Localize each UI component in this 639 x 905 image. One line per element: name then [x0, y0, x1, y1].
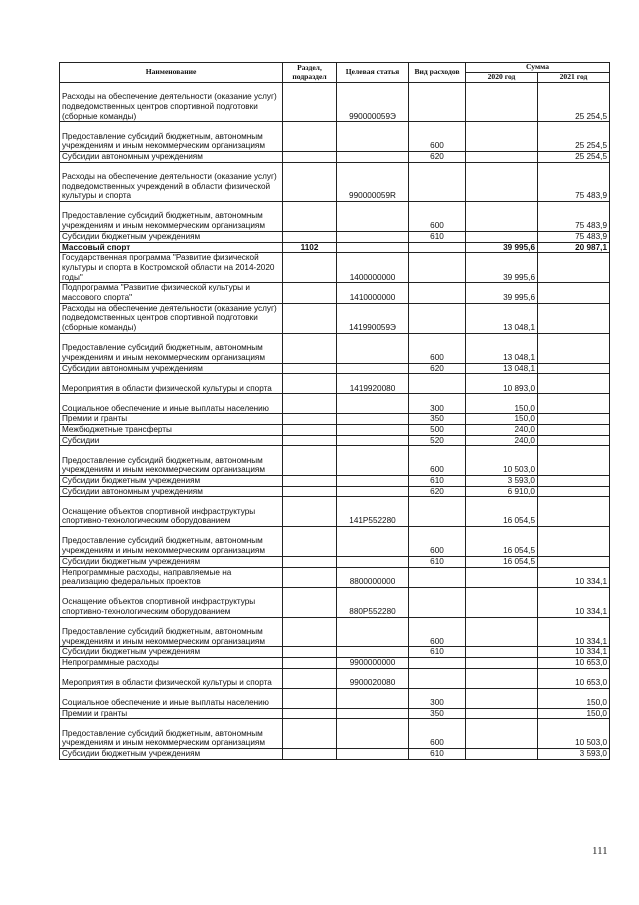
row-name: Социальное обеспечение и иные выплаты населению	[60, 688, 283, 708]
row-amount-2021: 20 987,1	[538, 242, 610, 253]
row-name: Предоставление субсидий бюджетным, автономным учреждениям и иным некоммерческим организациям	[60, 202, 283, 232]
row-kind: 610	[409, 749, 466, 760]
row-section	[283, 374, 337, 394]
row-amount-2021: 150,0	[538, 708, 610, 719]
row-amount-2020	[466, 83, 538, 122]
table-row	[60, 446, 610, 476]
row-kind	[409, 668, 466, 688]
row-section	[283, 303, 337, 333]
row-kind: 600	[409, 527, 466, 557]
table-row	[60, 303, 610, 333]
row-amount-2020	[466, 668, 538, 688]
row-amount-2020: 39 995,6	[466, 242, 538, 253]
table-row	[60, 363, 610, 374]
row-kind: 610	[409, 476, 466, 487]
row-section	[283, 162, 337, 201]
row-amount-2020	[466, 587, 538, 617]
table-row	[60, 749, 610, 760]
row-name: Предоставление субсидий бюджетным, автономным учреждениям и иным некоммерческим организациям	[60, 122, 283, 152]
row-amount-2021: 10 334,1	[538, 617, 610, 647]
budget-table	[59, 62, 610, 760]
row-amount-2021	[538, 363, 610, 374]
row-kind: 600	[409, 122, 466, 152]
row-amount-2020: 16 054,5	[466, 527, 538, 557]
row-amount-2020: 6 910,0	[466, 486, 538, 497]
header-year-2021: 2021 год	[538, 73, 610, 83]
row-amount-2020	[466, 719, 538, 749]
row-name: Мероприятия в области физической культуры и спорта	[60, 374, 283, 394]
row-amount-2020: 240,0	[466, 424, 538, 435]
row-name: Мероприятия в области физической культуры и спорта	[60, 668, 283, 688]
row-name: Субсидии автономным учреждениям	[60, 363, 283, 374]
row-section	[283, 688, 337, 708]
row-amount-2020: 150,0	[466, 414, 538, 425]
row-amount-2020: 13 048,1	[466, 333, 538, 363]
row-amount-2021	[538, 414, 610, 425]
row-amount-2020: 16 054,5	[466, 497, 538, 527]
row-target: 880P552280	[337, 587, 409, 617]
row-name: Премии и гранты	[60, 414, 283, 425]
row-amount-2020: 240,0	[466, 435, 538, 446]
row-section	[283, 122, 337, 152]
row-target	[337, 486, 409, 497]
row-amount-2021	[538, 424, 610, 435]
row-target	[337, 749, 409, 760]
row-amount-2020: 39 995,6	[466, 253, 538, 283]
row-kind: 620	[409, 363, 466, 374]
row-name: Государственная программа "Развитие физической культуры и спорта в Костромской области на 2014-2020 годы"	[60, 253, 283, 283]
row-amount-2020	[466, 152, 538, 163]
row-kind: 600	[409, 719, 466, 749]
row-amount-2021: 10 334,1	[538, 587, 610, 617]
row-target: 990000059R	[337, 162, 409, 201]
row-amount-2021: 10 334,1	[538, 647, 610, 658]
row-kind	[409, 303, 466, 333]
row-target: 1410000000	[337, 283, 409, 303]
row-target	[337, 333, 409, 363]
row-kind: 620	[409, 486, 466, 497]
row-amount-2021: 25 254,5	[538, 83, 610, 122]
row-kind: 500	[409, 424, 466, 435]
row-name: Субсидии бюджетным учреждениям	[60, 647, 283, 658]
table-row	[60, 333, 610, 363]
row-amount-2021	[538, 333, 610, 363]
budget-table-sheet	[59, 62, 610, 760]
table-row	[60, 283, 610, 303]
budget-table-body	[60, 83, 610, 760]
row-kind: 620	[409, 152, 466, 163]
row-section	[283, 414, 337, 425]
row-amount-2021	[538, 556, 610, 567]
row-amount-2020: 10 503,0	[466, 446, 538, 476]
row-amount-2020	[466, 688, 538, 708]
row-target	[337, 152, 409, 163]
row-amount-2021: 75 483,9	[538, 162, 610, 201]
table-row	[60, 374, 610, 394]
row-section	[283, 424, 337, 435]
row-section	[283, 617, 337, 647]
row-amount-2021: 10 653,0	[538, 668, 610, 688]
table-row	[60, 242, 610, 253]
row-name: Субсидии бюджетным учреждениям	[60, 231, 283, 242]
row-kind: 600	[409, 202, 466, 232]
row-name: Субсидии автономным учреждениям	[60, 152, 283, 163]
row-kind	[409, 83, 466, 122]
row-section	[283, 749, 337, 760]
header-year-2020: 2020 год	[466, 73, 538, 83]
table-row	[60, 567, 610, 587]
row-amount-2020: 16 054,5	[466, 556, 538, 567]
header-target: Целевая статья	[337, 63, 409, 83]
row-name: Премии и гранты	[60, 708, 283, 719]
row-section	[283, 567, 337, 587]
table-row	[60, 435, 610, 446]
table-row	[60, 476, 610, 487]
row-kind: 350	[409, 708, 466, 719]
row-kind: 600	[409, 446, 466, 476]
row-kind	[409, 497, 466, 527]
table-row	[60, 83, 610, 122]
row-kind: 350	[409, 414, 466, 425]
row-amount-2021: 3 593,0	[538, 749, 610, 760]
row-kind	[409, 283, 466, 303]
row-amount-2020	[466, 658, 538, 669]
row-section	[283, 333, 337, 363]
row-section	[283, 283, 337, 303]
row-target: 1419920080	[337, 374, 409, 394]
row-amount-2021	[538, 303, 610, 333]
row-kind	[409, 658, 466, 669]
row-section	[283, 486, 337, 497]
row-name: Предоставление субсидий бюджетным, автономным учреждениям и иным некоммерческим организациям	[60, 617, 283, 647]
row-section	[283, 231, 337, 242]
row-target	[337, 556, 409, 567]
row-kind: 610	[409, 556, 466, 567]
row-target	[337, 414, 409, 425]
row-section: 1102	[283, 242, 337, 253]
row-target	[337, 231, 409, 242]
row-amount-2021	[538, 486, 610, 497]
table-row	[60, 527, 610, 557]
row-amount-2020	[466, 647, 538, 658]
row-name: Предоставление субсидий бюджетным, автономным учреждениям и иным некоммерческим организациям	[60, 333, 283, 363]
table-row	[60, 152, 610, 163]
row-amount-2020	[466, 617, 538, 647]
row-amount-2021: 25 254,5	[538, 152, 610, 163]
row-kind: 600	[409, 333, 466, 363]
row-amount-2020: 13 048,1	[466, 303, 538, 333]
row-name: Массовый спорт	[60, 242, 283, 253]
table-row	[60, 668, 610, 688]
table-row	[60, 688, 610, 708]
row-target	[337, 446, 409, 476]
row-target	[337, 647, 409, 658]
row-amount-2020: 3 593,0	[466, 476, 538, 487]
row-amount-2021: 75 483,9	[538, 202, 610, 232]
row-name: Предоставление субсидий бюджетным, автономным учреждениям и иным некоммерческим организациям	[60, 719, 283, 749]
row-target: 9900020080	[337, 668, 409, 688]
row-target	[337, 435, 409, 446]
row-section	[283, 83, 337, 122]
row-kind: 600	[409, 617, 466, 647]
row-name: Субсидии автономным учреждениям	[60, 486, 283, 497]
table-row	[60, 424, 610, 435]
row-section	[283, 152, 337, 163]
row-name: Субсидии	[60, 435, 283, 446]
row-section	[283, 363, 337, 374]
row-target	[337, 617, 409, 647]
row-name: Субсидии бюджетным учреждениям	[60, 749, 283, 760]
row-amount-2021	[538, 394, 610, 414]
row-kind: 300	[409, 688, 466, 708]
row-amount-2020	[466, 749, 538, 760]
row-amount-2020: 10 893,0	[466, 374, 538, 394]
row-kind	[409, 567, 466, 587]
row-amount-2021	[538, 435, 610, 446]
row-name: Межбюджетные трансферты	[60, 424, 283, 435]
row-target	[337, 476, 409, 487]
table-row	[60, 394, 610, 414]
row-name: Расходы на обеспечение деятельности (оказание услуг) подведомственных центров спортивной подготовки (сборные команды)	[60, 83, 283, 122]
row-target	[337, 242, 409, 253]
table-row	[60, 497, 610, 527]
row-kind	[409, 374, 466, 394]
row-target: 1400000000	[337, 253, 409, 283]
row-section	[283, 719, 337, 749]
row-section	[283, 476, 337, 487]
row-amount-2020: 150,0	[466, 394, 538, 414]
row-target: 9900000000	[337, 658, 409, 669]
row-amount-2020	[466, 162, 538, 201]
row-section	[283, 556, 337, 567]
row-amount-2021: 25 254,5	[538, 122, 610, 152]
row-amount-2021	[538, 476, 610, 487]
row-name: Непрограммные расходы	[60, 658, 283, 669]
row-kind	[409, 162, 466, 201]
row-name: Субсидии бюджетным учреждениям	[60, 556, 283, 567]
row-target	[337, 424, 409, 435]
table-row	[60, 486, 610, 497]
row-section	[283, 527, 337, 557]
row-name: Предоставление субсидий бюджетным, автономным учреждениям и иным некоммерческим организациям	[60, 446, 283, 476]
row-target	[337, 719, 409, 749]
row-name: Расходы на обеспечение деятельности (оказание услуг) подведомственных центров спортивной подготовки (сборные команды)	[60, 303, 283, 333]
row-amount-2020: 39 995,6	[466, 283, 538, 303]
row-section	[283, 394, 337, 414]
row-amount-2020	[466, 708, 538, 719]
row-name: Социальное обеспечение и иные выплаты населению	[60, 394, 283, 414]
row-name: Оснащение объектов спортивной инфраструктуры спортивно-технологическим оборудованием	[60, 587, 283, 617]
row-section	[283, 647, 337, 658]
row-target	[337, 394, 409, 414]
row-amount-2021	[538, 497, 610, 527]
table-row	[60, 719, 610, 749]
row-kind	[409, 587, 466, 617]
row-name: Непрограммные расходы, направляемые на реализацию федеральных проектов	[60, 567, 283, 587]
row-kind: 610	[409, 231, 466, 242]
table-row	[60, 162, 610, 201]
row-amount-2020	[466, 122, 538, 152]
row-amount-2020: 13 048,1	[466, 363, 538, 374]
row-target	[337, 363, 409, 374]
row-name: Предоставление субсидий бюджетным, автономным учреждениям и иным некоммерческим организациям	[60, 527, 283, 557]
table-row	[60, 202, 610, 232]
row-section	[283, 708, 337, 719]
row-name: Субсидии бюджетным учреждениям	[60, 476, 283, 487]
row-target: 141P552280	[337, 497, 409, 527]
row-amount-2020	[466, 567, 538, 587]
table-row	[60, 414, 610, 425]
row-amount-2020	[466, 231, 538, 242]
row-target: 990000059Э	[337, 83, 409, 122]
header-kind: Вид расходов	[409, 63, 466, 83]
row-amount-2021	[538, 446, 610, 476]
row-section	[283, 668, 337, 688]
header-name: Наименование	[60, 63, 283, 83]
row-kind	[409, 253, 466, 283]
row-amount-2021	[538, 283, 610, 303]
row-section	[283, 658, 337, 669]
row-amount-2021: 150,0	[538, 688, 610, 708]
row-name: Подпрограмма "Развитие физической культуры и массового спорта"	[60, 283, 283, 303]
row-target: 8800000000	[337, 567, 409, 587]
row-section	[283, 435, 337, 446]
row-name: Оснащение объектов спортивной инфраструктуры спортивно-технологическим оборудованием	[60, 497, 283, 527]
row-kind: 300	[409, 394, 466, 414]
table-row	[60, 122, 610, 152]
row-amount-2021	[538, 253, 610, 283]
table-row	[60, 617, 610, 647]
table-row	[60, 647, 610, 658]
row-target	[337, 688, 409, 708]
row-section	[283, 446, 337, 476]
row-kind: 520	[409, 435, 466, 446]
row-section	[283, 587, 337, 617]
table-row	[60, 708, 610, 719]
table-row	[60, 658, 610, 669]
row-target	[337, 202, 409, 232]
row-section	[283, 202, 337, 232]
header-sum: Сумма	[466, 63, 610, 73]
table-row	[60, 556, 610, 567]
row-amount-2020	[466, 202, 538, 232]
table-row	[60, 231, 610, 242]
row-name: Расходы на обеспечение деятельности (оказание услуг) подведомственных учреждений в области физической культуры и спорта	[60, 162, 283, 201]
row-section	[283, 253, 337, 283]
table-row	[60, 587, 610, 617]
header-section: Раздел, подраздел	[283, 63, 337, 83]
row-amount-2021	[538, 527, 610, 557]
row-amount-2021: 10 334,1	[538, 567, 610, 587]
row-amount-2021: 75 483,9	[538, 231, 610, 242]
row-amount-2021: 10 503,0	[538, 719, 610, 749]
table-row	[60, 253, 610, 283]
row-target	[337, 708, 409, 719]
row-kind: 610	[409, 647, 466, 658]
row-target	[337, 527, 409, 557]
row-kind	[409, 242, 466, 253]
row-target	[337, 122, 409, 152]
row-amount-2021	[538, 374, 610, 394]
row-target: 141990059Э	[337, 303, 409, 333]
row-section	[283, 497, 337, 527]
page-number: 111	[592, 845, 608, 857]
row-amount-2021: 10 653,0	[538, 658, 610, 669]
